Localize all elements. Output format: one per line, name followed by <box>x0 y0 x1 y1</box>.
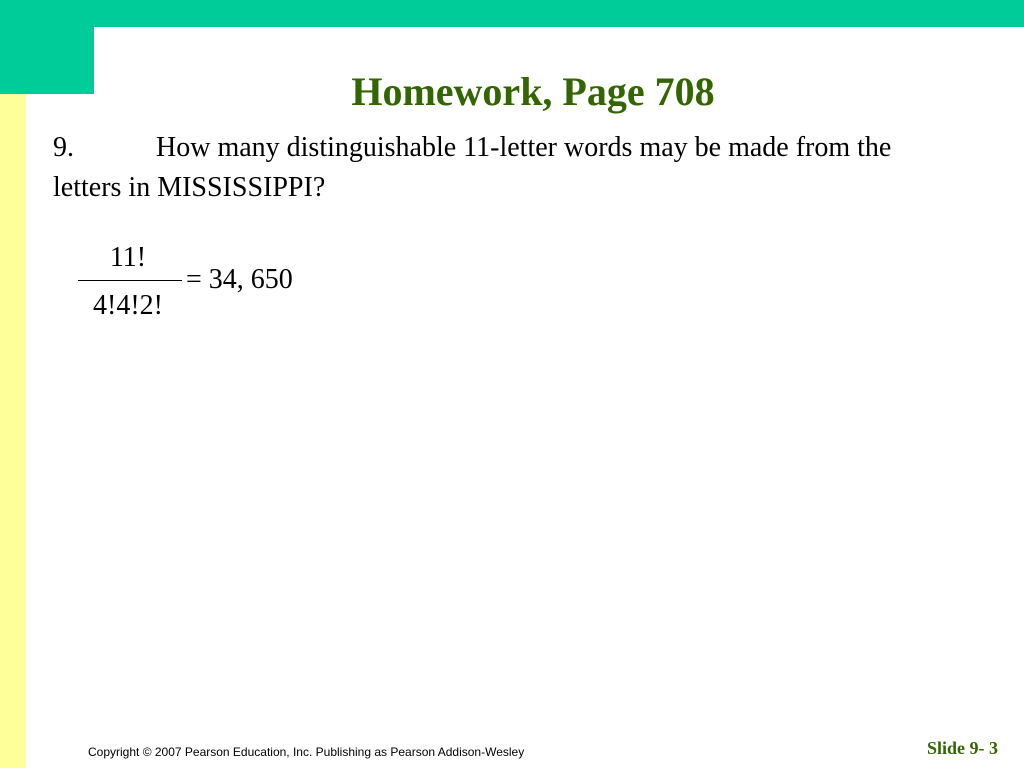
question-block <box>53 128 953 208</box>
question-text: How many distinguishable 11-letter words may be made from the letters in MISSISSIPPI? <box>53 132 892 203</box>
equation <box>74 240 334 330</box>
slide-number: Slide 9- 3 <box>926 738 998 758</box>
equation-denominator: 4!4!2! <box>93 290 163 321</box>
question-number: 9. <box>53 132 74 163</box>
equation-numerator: 11! <box>109 242 147 273</box>
fraction-bar <box>78 280 182 281</box>
footer-copyright: Copyright © 2007 Pearson Education, Inc. Publishing as Pearson Addison-Wesley <box>88 745 525 759</box>
top-accent-bar <box>0 0 1024 27</box>
slide-title: Homework, Page 708 <box>351 69 715 114</box>
equation-result: = 34, 650 <box>186 264 293 295</box>
corner-accent-block <box>0 0 94 94</box>
left-side-bar <box>0 94 26 768</box>
